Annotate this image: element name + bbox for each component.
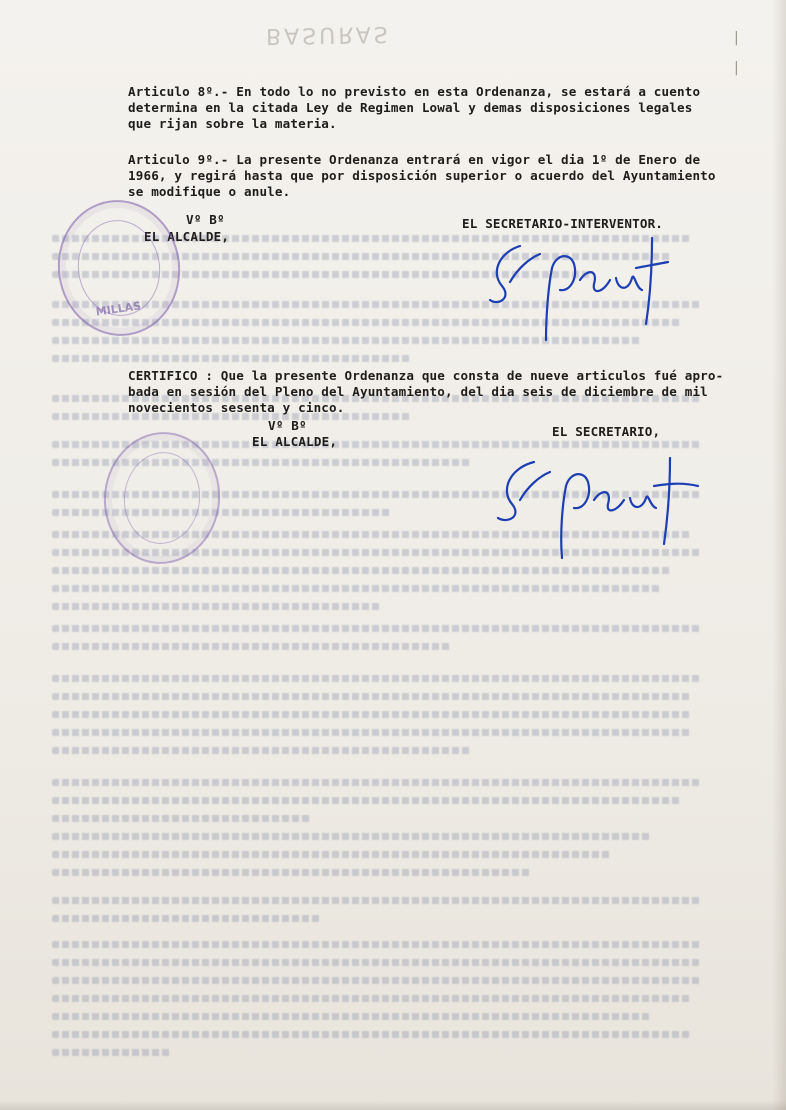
page-edge-shadow — [772, 0, 786, 1110]
articulo-9-line-1: Articulo 9º.- La presente Ordenanza entrará en vigor el dia 1º de Enero de — [128, 152, 701, 167]
reverse-bleed-through — [40, 235, 730, 1065]
margin-mark-right: | — [734, 30, 739, 46]
articulo-9-line-3: se modifique o anule. — [128, 184, 291, 199]
secretario-interventor-title: EL SECRETARIO-INTERVENTOR. — [462, 216, 664, 231]
margin-mark-right-2: | — [734, 60, 739, 76]
signature-secretario — [486, 446, 706, 566]
official-seal-1: MILLAS — [49, 192, 189, 344]
alcalde-title-2: EL ALCALDE, — [252, 434, 338, 449]
alcalde-title-1: EL ALCALDE, — [144, 229, 230, 244]
page-bottom-shadow — [0, 1100, 786, 1110]
articulo-8-line-3: que rijan sobre la materia. — [128, 116, 337, 131]
articulo-8-line-1: Articulo 8º.- En todo lo no previsto en esta Ordenanza, se estará a cuento — [128, 84, 701, 99]
certifico-line-2: bada en sesión del Pleno del Ayuntamiento, del dia seis de diciembre de mil — [128, 384, 708, 399]
certifico-line-3: novecientos sesenta y cinco. — [128, 400, 345, 415]
signature-secretario-interventor — [480, 228, 690, 348]
vb-label-1: Vº Bº — [186, 212, 225, 227]
secretario-title: EL SECRETARIO, — [552, 424, 661, 439]
articulo-9-line-2: 1966, y regirá hasta que por disposición superior o acuerdo del Ayuntamiento — [128, 168, 716, 183]
certifico-line-1: CERTIFICO : Que la presente Ordenanza que consta de nueve articulos fué apro- — [128, 368, 724, 383]
pencil-mark: BASURAS — [265, 20, 391, 49]
vb-label-2: Vº Bº — [268, 418, 307, 433]
articulo-8-line-2: determina en la citada Ley de Regimen Lowal y demas disposiciones legales — [128, 100, 693, 115]
